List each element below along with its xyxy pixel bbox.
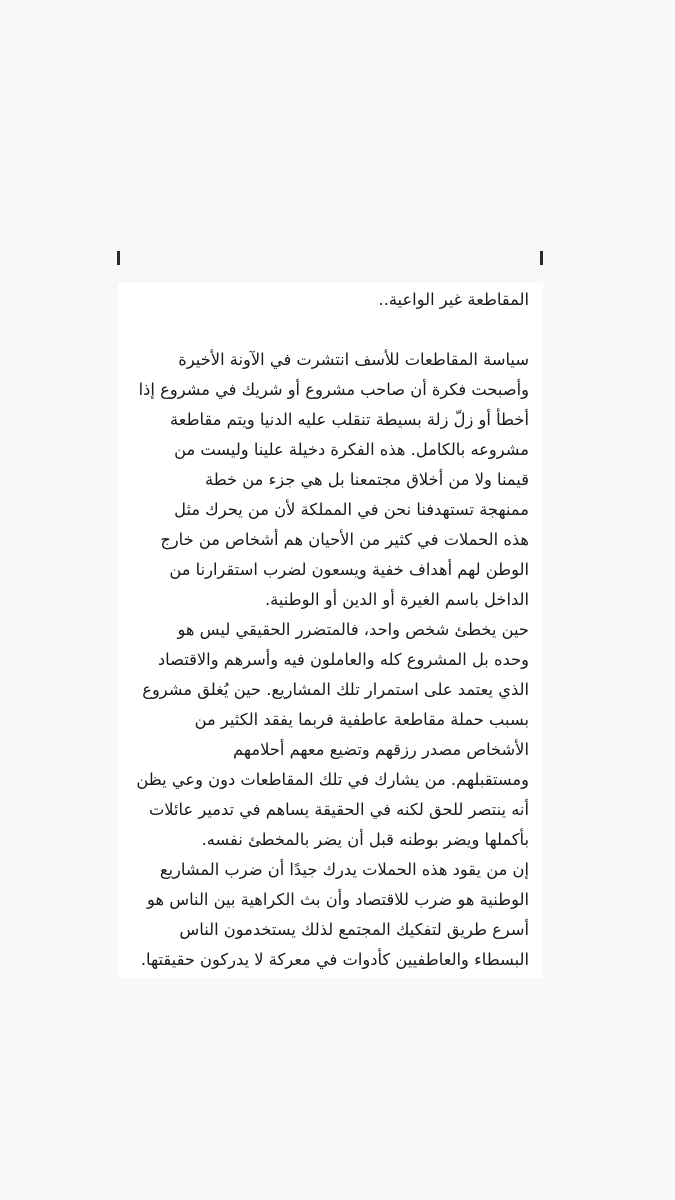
text-line: الداخل باسم الغيرة أو الدين أو الوطنية.	[264, 590, 529, 609]
text-line: الأشخاص مصدر رزقهم وتضيع معهم أحلامهم	[233, 740, 529, 759]
text-line: البسطاء والعاطفيين كأدوات في معركة لا يدركون حقيقتها.	[140, 950, 529, 969]
text-line: ومستقبلهم. من يشارك في تلك المقاطعات دون وعي يظن	[136, 770, 529, 789]
text-line: مشروعه بالكامل. هذه الفكرة دخيلة علينا وليست من	[174, 440, 529, 459]
text-line: قيمنا ولا من أخلاق مجتمعنا بل هي جزء من خطة	[204, 470, 529, 489]
text-line: الوطن لهم أهداف خفية ويسعون لضرب استقرارنا من	[169, 560, 529, 579]
text-line: وحده بل المشروع كله والعاملون فيه وأسرهم والاقتصاد	[157, 650, 529, 669]
text-line: حين يخطئ شخص واحد، فالمتضرر الحقيقي ليس هو	[177, 620, 529, 639]
text-line: بأكملها ويضر بوطنه قبل أن يضر بالمخطئ نفسه.	[201, 830, 529, 849]
text-line: وأصبحت فكرة أن صاحب مشروع أو شريك في مشروع إذا	[138, 380, 529, 399]
text-line: أنه ينتصر للحق لكنه في الحقيقة يساهم في تدمير عائلات	[148, 800, 529, 819]
text-line: سياسة المقاطعات للأسف انتشرت في الآونة الأخيرة	[178, 350, 529, 369]
document-card	[118, 283, 543, 978]
text-line: أسرع طريق لتفكيك المجتمع لذلك يستخدمون الناس	[179, 920, 529, 939]
text-line: ممنهجة تستهدفنا نحن في المملكة لأن من يحرك مثل	[174, 500, 529, 519]
article-body	[128, 285, 529, 975]
article-title: المقاطعة غير الواعية..	[378, 290, 529, 309]
text-line: الوطنية هو ضرب للاقتصاد وأن بث الكراهية بين الناس هو	[147, 890, 529, 909]
crop-mark-left	[117, 251, 120, 265]
text-line: الذي يعتمد على استمرار تلك المشاريع. حين يُغلق مشروع	[142, 680, 529, 699]
text-line: هذه الحملات في كثير من الأحيان هم أشخاص من خارج	[160, 530, 529, 549]
crop-mark-right	[540, 251, 543, 265]
text-line: بسبب حملة مقاطعة عاطفية فربما يفقد الكثير من	[194, 710, 529, 729]
blank-line	[128, 315, 529, 345]
text-line: إن من يقود هذه الحملات يدرك جيدًا أن ضرب المشاريع	[159, 860, 529, 879]
text-line: أخطأ أو زلّ زلة بسيطة تنقلب عليه الدنيا ويتم مقاطعة	[169, 410, 529, 429]
